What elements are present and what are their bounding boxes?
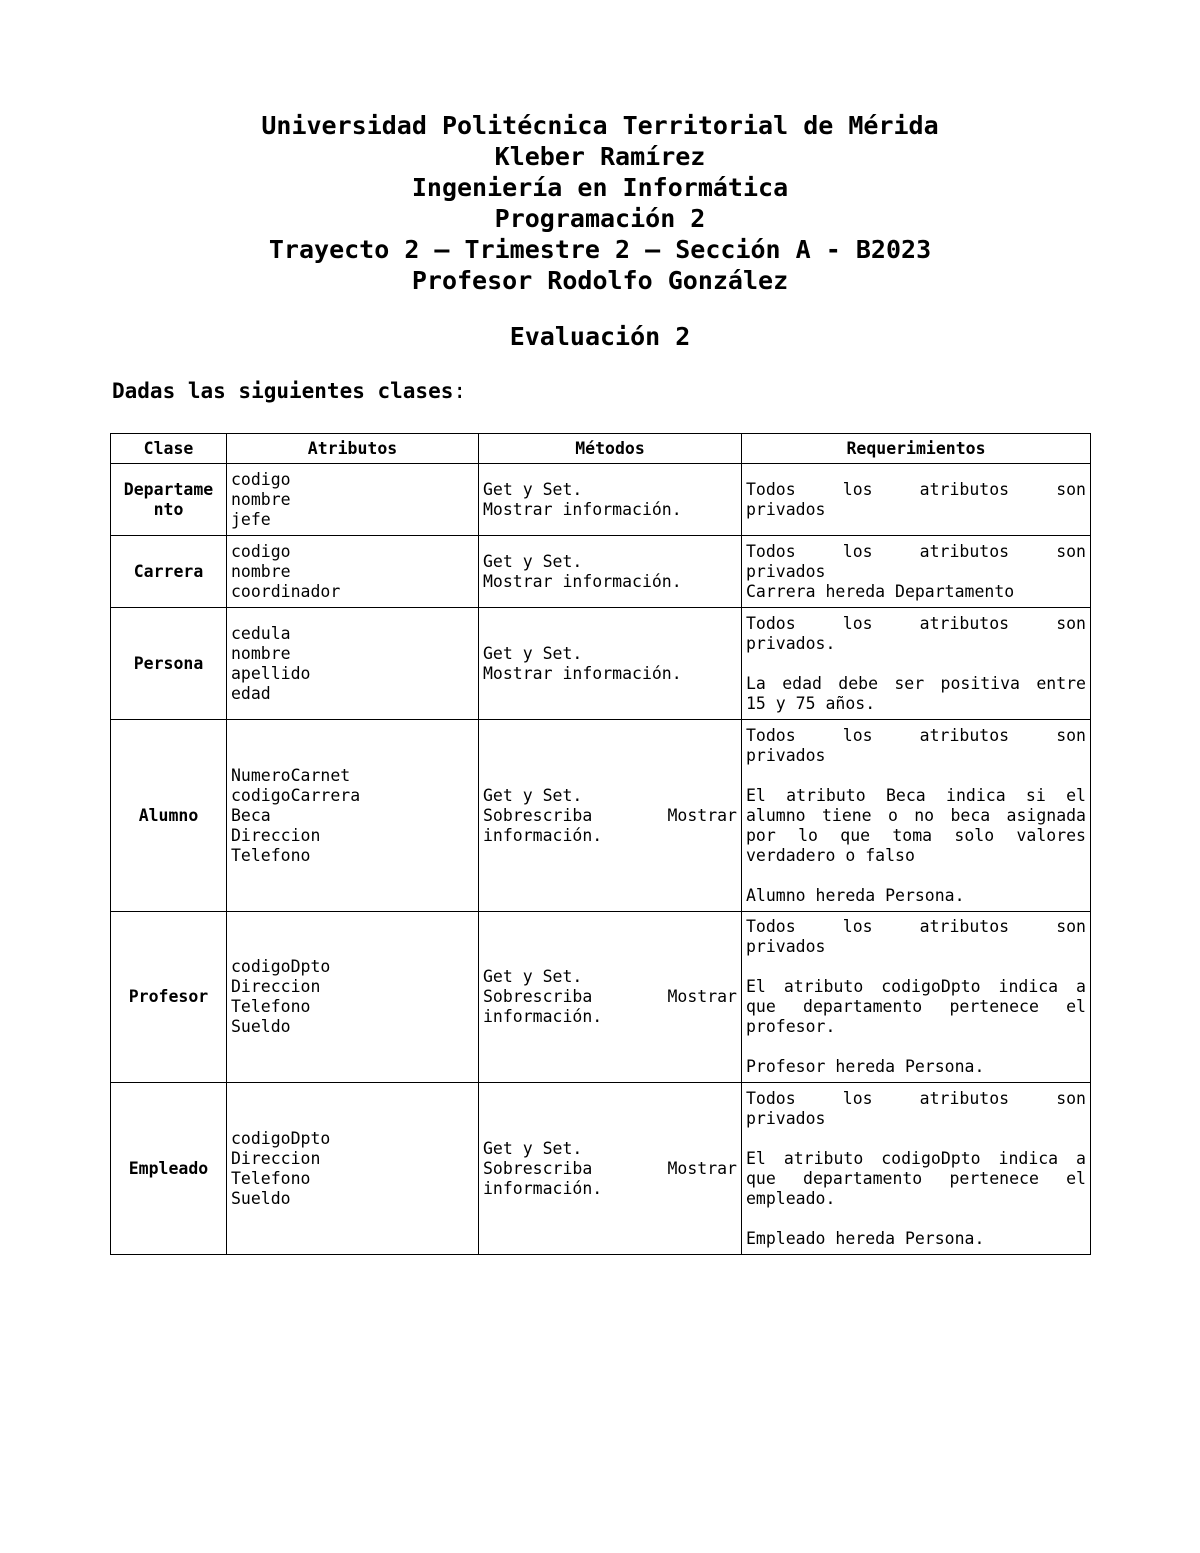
requirement-line: Carrera hereda Departamento	[746, 581, 1015, 601]
class-name: Profesor	[111, 912, 227, 1083]
requirements-cell	[742, 464, 1091, 536]
method: Get y Set.	[483, 643, 583, 663]
program-name: Ingeniería en Informática	[411, 173, 789, 202]
method: Sobrescriba Mostrar	[483, 1158, 737, 1178]
attribute: codigoDpto	[231, 1128, 331, 1148]
class-name	[111, 464, 227, 536]
requirement-line: profesor.	[746, 1017, 836, 1036]
spacer	[746, 866, 1086, 886]
requirement-line: que departamento pertenece el	[746, 1168, 1086, 1188]
method: Sobrescriba Mostrar	[483, 987, 737, 1006]
requirement-line: Todos los atributos son	[746, 541, 1086, 561]
evaluation-title: Evaluación 2	[509, 322, 691, 351]
header-metodos: Métodos	[479, 434, 742, 464]
requirement-line: La edad debe ser positiva entre	[746, 673, 1086, 693]
spacer	[746, 1129, 1086, 1149]
method: Mostrar información.	[483, 663, 682, 683]
requirement-line: Todos los atributos son	[746, 613, 1086, 633]
requirement-line: privados	[746, 1108, 826, 1128]
table-row	[111, 912, 1091, 1083]
attribute: codigoDpto	[231, 957, 331, 976]
attribute: codigo	[231, 469, 291, 489]
spacer	[746, 654, 1086, 674]
methods-cell	[479, 464, 742, 536]
requirement-line: Empleado hereda Persona.	[746, 1228, 985, 1248]
attribute: nombre	[231, 643, 291, 663]
requirement-line: empleado.	[746, 1188, 836, 1208]
attribute: nombre	[231, 489, 291, 509]
requirement-line: privados.	[746, 633, 836, 653]
attribute: NumeroCarnet	[231, 765, 351, 785]
spacer	[746, 1037, 1086, 1057]
table-row	[111, 536, 1091, 608]
attribute: Direccion	[231, 825, 321, 845]
requirements-cell	[742, 536, 1091, 608]
header-requerimientos: Requerimientos	[742, 434, 1091, 464]
class-name-part1: Departame	[123, 479, 214, 499]
attribute: apellido	[231, 663, 311, 683]
attribute: codigoCarrera	[231, 785, 361, 805]
methods-cell	[479, 912, 742, 1083]
requirement-line: El atributo codigoDpto indica a	[746, 1148, 1086, 1168]
student-name: Kleber Ramírez	[494, 142, 706, 171]
attribute: nombre	[231, 561, 291, 581]
header-clase: Clase	[111, 434, 227, 464]
requirements-cell	[742, 608, 1091, 720]
requirement-line: Todos los atributos son	[746, 479, 1086, 499]
attribute: Sueldo	[231, 1017, 291, 1036]
requirement-line: privados	[746, 937, 826, 956]
attribute: Telefono	[231, 1168, 311, 1188]
requirements-cell	[742, 720, 1091, 912]
requirement-line: privados	[746, 745, 826, 765]
university-name: Universidad Politécnica Territorial de Mérida	[261, 111, 939, 140]
classes-table	[110, 433, 1091, 1255]
requirement-line: privados	[746, 561, 826, 581]
method: Get y Set.	[483, 785, 583, 805]
requirement-line: Alumno hereda Persona.	[746, 885, 965, 905]
attributes-cell	[227, 720, 479, 912]
requirements-cell	[742, 1083, 1091, 1255]
method: Get y Set.	[483, 551, 583, 571]
spacer	[746, 1209, 1086, 1229]
class-name: Alumno	[111, 720, 227, 912]
requirement-line: verdadero o falso	[746, 845, 915, 865]
attributes-cell	[227, 912, 479, 1083]
section-info: Trayecto 2 – Trimestre 2 – Sección A - B2023	[268, 235, 932, 264]
attribute: jefe	[231, 509, 271, 529]
requirement-line: privados	[746, 499, 826, 519]
method: información.	[483, 825, 603, 845]
table-header-row	[111, 434, 1091, 464]
attribute: Telefono	[231, 997, 311, 1016]
intro-text	[112, 377, 466, 405]
attributes-cell	[227, 608, 479, 720]
methods-cell	[479, 608, 742, 720]
method: Get y Set.	[483, 479, 583, 499]
course-name: Programación 2	[494, 204, 706, 233]
requirement-line: Profesor hereda Persona.	[746, 1057, 985, 1076]
spacer	[746, 766, 1086, 786]
intro-bold: Dadas las siguientes clases	[112, 379, 454, 403]
attribute: Beca	[231, 805, 271, 825]
requirement-line: 15 y 75 años.	[746, 693, 876, 713]
method: Get y Set.	[483, 967, 583, 986]
header-atributos: Atributos	[227, 434, 479, 464]
professor-name: Profesor Rodolfo González	[411, 266, 789, 295]
class-name: Empleado	[111, 1083, 227, 1255]
attribute: Direccion	[231, 1148, 321, 1168]
requirement-line: Todos los atributos son	[746, 725, 1086, 745]
class-name-part2: nto	[153, 499, 184, 519]
class-name: Persona	[111, 608, 227, 720]
requirements-cell	[742, 912, 1091, 1083]
method: información.	[483, 1007, 603, 1026]
table-row	[111, 1083, 1091, 1255]
table-row	[111, 464, 1091, 536]
attribute: cedula	[231, 623, 291, 643]
attribute: coordinador	[231, 581, 341, 601]
spacer	[746, 957, 1086, 977]
method: Mostrar información.	[483, 499, 682, 519]
class-name: Carrera	[111, 536, 227, 608]
requirement-line: El atributo codigoDpto indica a	[746, 977, 1086, 996]
requirement-line: que departamento pertenece el	[746, 997, 1086, 1016]
attribute: codigo	[231, 541, 291, 561]
method: Mostrar información.	[483, 571, 682, 591]
method: información.	[483, 1178, 603, 1198]
table-row	[111, 608, 1091, 720]
attribute: Telefono	[231, 845, 311, 865]
requirement-line: por lo que toma solo valores	[746, 825, 1086, 845]
methods-cell	[479, 720, 742, 912]
attribute: Direccion	[231, 977, 321, 996]
methods-cell	[479, 1083, 742, 1255]
intro-suffix: :	[453, 379, 467, 403]
table-row	[111, 720, 1091, 912]
methods-cell	[479, 536, 742, 608]
attribute: edad	[231, 683, 271, 703]
attributes-cell	[227, 464, 479, 536]
method: Sobrescriba Mostrar	[483, 805, 737, 825]
requirement-line: Todos los atributos son	[746, 917, 1086, 936]
requirement-line: Todos los atributos son	[746, 1088, 1086, 1108]
attribute: Sueldo	[231, 1188, 291, 1208]
document-header	[0, 110, 1200, 296]
requirement-line: El atributo Beca indica si el	[746, 785, 1086, 805]
attributes-cell	[227, 536, 479, 608]
method: Get y Set.	[483, 1138, 583, 1158]
attributes-cell	[227, 1083, 479, 1255]
requirement-line: alumno tiene o no beca asignada	[746, 805, 1086, 825]
